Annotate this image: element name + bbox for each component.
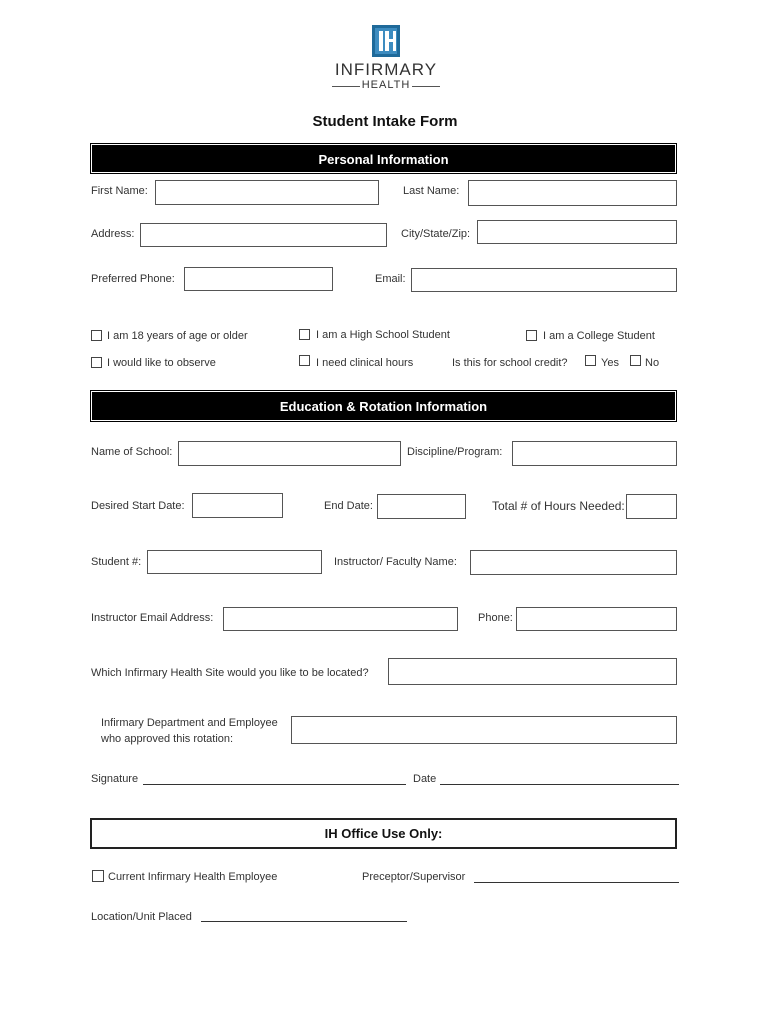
signature-label: Signature <box>91 773 139 785</box>
site-label: Which Infirmary Health Site would you like to be located? <box>91 667 369 679</box>
discipline-label: Discipline/Program: <box>407 446 503 458</box>
page-title: Student Intake Form <box>312 113 458 130</box>
college-checkbox[interactable] <box>526 330 537 341</box>
age18-checkbox[interactable] <box>91 330 102 341</box>
address-label: Address: <box>91 228 135 240</box>
logo-name: INFIRMARY <box>334 60 438 79</box>
logo-divider-left <box>332 86 360 87</box>
infirmary-health-logo-icon <box>371 24 401 58</box>
start-date-field[interactable] <box>192 493 283 518</box>
email-field[interactable] <box>411 268 677 292</box>
site-field[interactable] <box>388 658 677 685</box>
school-credit-question: Is this for school credit? <box>452 357 568 369</box>
observe-checkbox[interactable] <box>91 357 102 368</box>
phone-label: Preferred Phone: <box>91 273 175 285</box>
instructor-email-label: Instructor Email Address: <box>91 612 214 624</box>
student-number-field[interactable] <box>147 550 322 574</box>
instructor-email-field[interactable] <box>223 607 458 631</box>
logo-divider-right <box>412 86 440 87</box>
instructor-phone-field[interactable] <box>516 607 677 631</box>
date-line[interactable] <box>440 784 679 785</box>
first-name-field[interactable] <box>155 180 379 205</box>
clinical-label: I need clinical hours <box>316 357 414 369</box>
instructor-name-field[interactable] <box>470 550 677 575</box>
instructor-name-label: Instructor/ Faculty Name: <box>334 556 457 568</box>
age18-label: I am 18 years of age or older <box>107 330 248 342</box>
credit-yes-checkbox[interactable] <box>585 355 596 366</box>
instructor-phone-label: Phone: <box>478 612 513 624</box>
school-label: Name of School: <box>91 446 173 458</box>
preceptor-label: Preceptor/Supervisor <box>362 871 466 883</box>
email-label: Email: <box>375 273 406 285</box>
first-name-label: First Name: <box>91 185 148 197</box>
office-use-header: IH Office Use Only: <box>324 826 443 841</box>
clinical-checkbox[interactable] <box>299 355 310 366</box>
address-field[interactable] <box>140 223 387 247</box>
logo-sub: HEALTH <box>361 79 411 91</box>
phone-field[interactable] <box>184 267 333 291</box>
hours-label: Total # of Hours Needed: <box>492 499 625 513</box>
high-school-label: I am a High School Student <box>316 329 450 341</box>
credit-no-checkbox[interactable] <box>630 355 641 366</box>
section-header-education: Education & Rotation Information <box>90 390 677 422</box>
student-number-label: Student #: <box>91 556 142 568</box>
date-label: Date <box>413 773 437 785</box>
observe-label: I would like to observe <box>107 357 216 369</box>
start-date-label: Desired Start Date: <box>91 500 185 512</box>
section-header-personal: Personal Information <box>90 143 677 174</box>
current-employee-label: Current Infirmary Health Employee <box>108 871 278 883</box>
location-line[interactable] <box>201 921 407 922</box>
school-field[interactable] <box>178 441 401 466</box>
city-state-zip-label: City/State/Zip: <box>401 228 471 240</box>
hours-field[interactable] <box>626 494 677 519</box>
end-date-label: End Date: <box>324 500 373 512</box>
signature-line[interactable] <box>143 784 406 785</box>
city-state-zip-field[interactable] <box>477 220 677 244</box>
credit-yes-label: Yes <box>601 357 619 369</box>
preceptor-line[interactable] <box>474 882 679 883</box>
last-name-field[interactable] <box>468 180 677 206</box>
department-field[interactable] <box>291 716 677 744</box>
college-label: I am a College Student <box>543 330 655 342</box>
department-label-line2: who approved this rotation: <box>101 733 234 745</box>
last-name-label: Last Name: <box>403 185 460 197</box>
high-school-checkbox[interactable] <box>299 329 310 340</box>
department-label-line1: Infirmary Department and Employee <box>101 717 278 729</box>
logo <box>330 24 442 96</box>
discipline-field[interactable] <box>512 441 677 466</box>
location-label: Location/Unit Placed <box>91 911 192 923</box>
end-date-field[interactable] <box>377 494 466 519</box>
current-employee-checkbox[interactable] <box>92 870 104 882</box>
credit-no-label: No <box>645 357 660 369</box>
